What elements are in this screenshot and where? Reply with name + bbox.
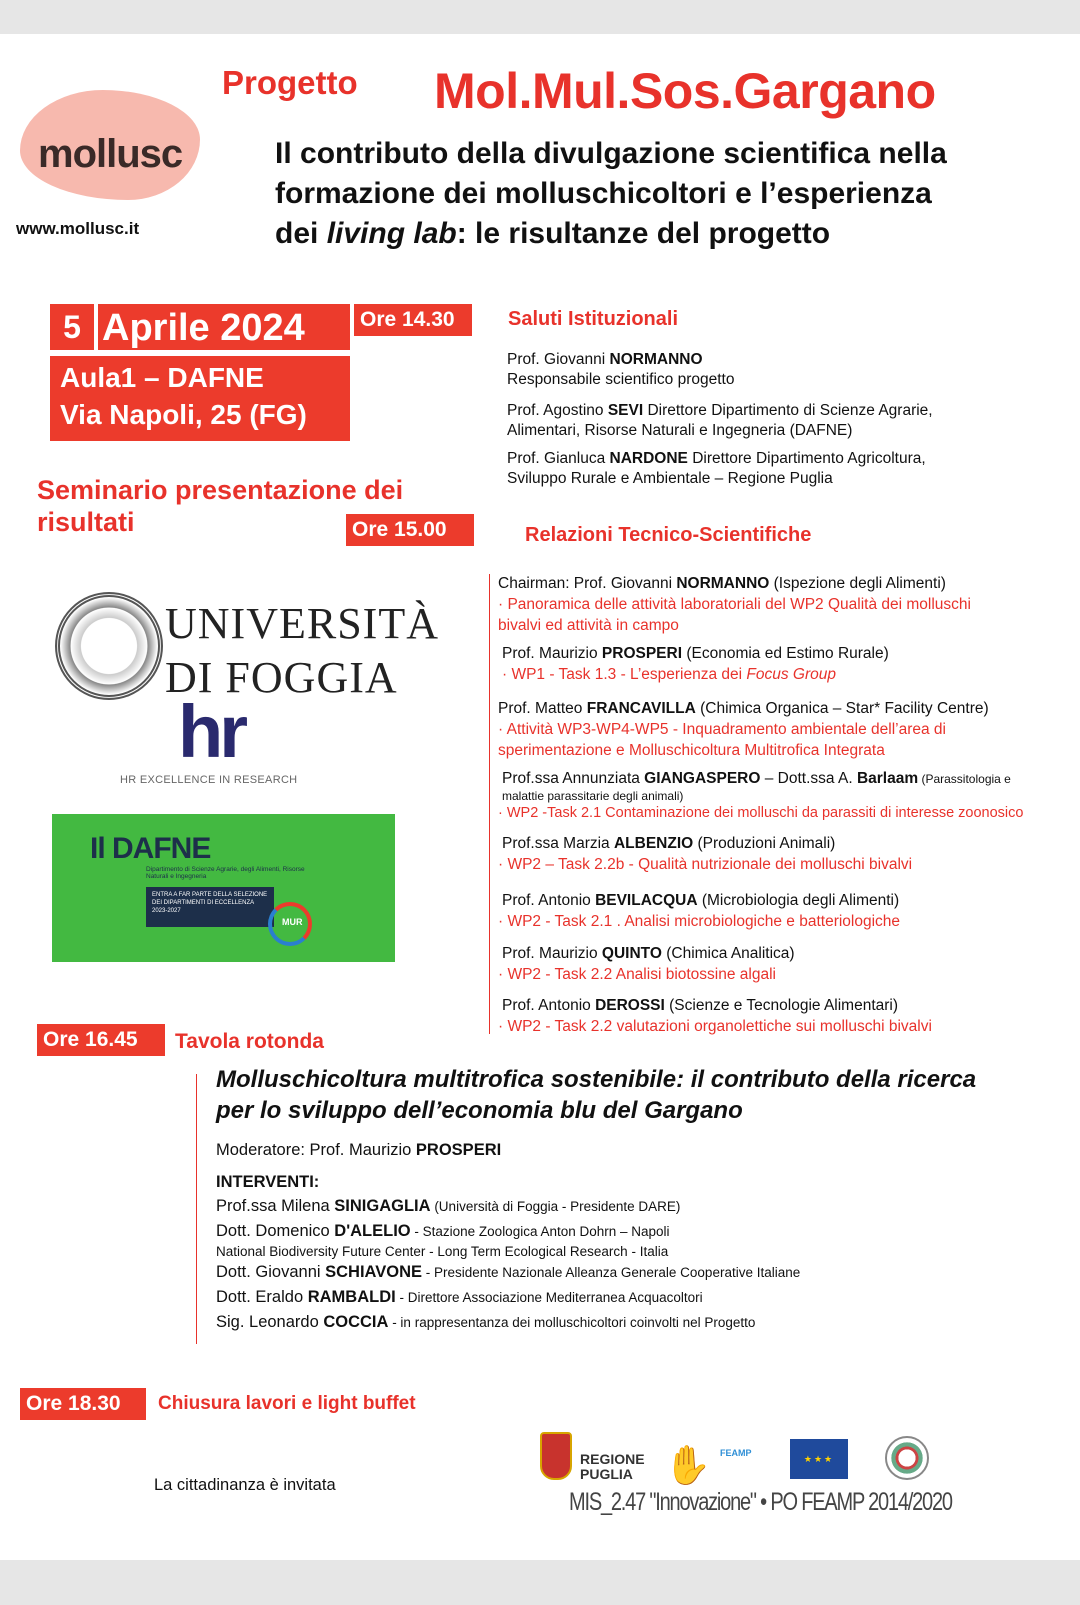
- speaker-role: Sviluppo Rurale e Ambientale – Regione Puglia: [507, 470, 833, 487]
- speaker-francavilla: [498, 699, 1068, 719]
- feamp-label: FEAMP: [720, 1448, 752, 1458]
- roundtable-topic: [216, 1064, 1046, 1126]
- speaker-name: NORMANNO: [609, 351, 703, 368]
- speaker-name: D'ALELIO: [334, 1222, 411, 1240]
- mollusc-logo: mollusc: [38, 132, 183, 176]
- talk-item: · Attività WP3-WP4-WP5 - Inquadramento ambientale dell’area di: [498, 721, 946, 738]
- subtitle-text: dei: [275, 217, 327, 250]
- talk-item: · WP2 – Task 2.2b - Qualità nutrizionale dei molluschi bivalvi: [498, 856, 913, 873]
- divider-line: [196, 1074, 197, 1344]
- speaker-role: (Chimica Analitica): [661, 945, 795, 962]
- subtitle-line: [275, 214, 1055, 254]
- university-name: DI FOGGIA: [165, 653, 398, 702]
- time-badge-1500: Ore 15.00: [346, 514, 474, 546]
- panelist: [216, 1285, 1056, 1310]
- speaker-name: GIANGASPERO: [644, 770, 761, 787]
- speaker-role: Direttore Dipartimento di Scienze Agrarie,: [643, 402, 933, 419]
- speaker-giangaspero: [498, 769, 1068, 789]
- time-badge-1430: Ore 14.30: [354, 304, 472, 336]
- divider-line: [489, 574, 490, 1034]
- speaker-nardone: [507, 449, 1027, 489]
- speaker-role: (Chimica Organica – Star* Facility Centre): [695, 700, 989, 717]
- speaker-name: SINIGAGLIA: [334, 1197, 431, 1215]
- flyer-page: [0, 34, 1080, 1560]
- speaker-role: Direttore Dipartimento Agricoltura,: [687, 450, 926, 467]
- speaker-role: - Stazione Zoologica Anton Dohrn – Napoli: [410, 1224, 670, 1239]
- panel-list: [216, 1138, 1056, 1335]
- regione-puglia-label: [580, 1452, 645, 1482]
- hr-logo-icon: hr: [178, 690, 244, 773]
- regione-text: PUGLIA: [580, 1466, 633, 1482]
- speaker-role: (Microbiologia degli Alimenti): [697, 892, 900, 909]
- seminar-line: Seminario presentazione dei: [37, 475, 404, 505]
- project-name: Mol.Mul.Sos.Gargano: [434, 63, 936, 119]
- section-saluti: Saluti Istituzionali: [508, 308, 679, 330]
- speaker-role: (Produzioni Animali): [693, 835, 836, 852]
- venue-line: Aula1 – DAFNE: [60, 362, 264, 393]
- moderator: [216, 1138, 1056, 1162]
- talk-text: · WP1 - Task 1.3 - L’esperienza dei: [502, 666, 747, 683]
- mur-label: MUR: [282, 917, 303, 927]
- speaker-sevi: [507, 401, 1027, 441]
- speaker-role: (Ispezione degli Alimenti): [769, 575, 946, 592]
- panelist: [216, 1194, 1056, 1219]
- interventi-heading: INTERVENTI:: [216, 1173, 320, 1191]
- speaker-pre: Prof. Matteo: [498, 700, 587, 717]
- speaker-pre: Prof. Giovanni: [507, 351, 610, 368]
- speaker-role: (Scienze e Tecnologie Alimentari): [664, 997, 899, 1014]
- venue-line: Via Napoli, 25 (FG): [60, 399, 307, 430]
- eu-flag-icon: ★★★: [790, 1439, 848, 1479]
- university-logo: [165, 597, 439, 705]
- speaker-pre: Prof.ssa Milena: [216, 1197, 335, 1215]
- speaker-albenzio: [498, 834, 1068, 854]
- speaker-derossi: [498, 996, 1068, 1016]
- speaker-role: - Direttore Associazione Mediterranea Acquacoltori: [395, 1290, 703, 1305]
- website-link[interactable]: www.mollusc.it: [16, 219, 140, 238]
- speaker-pre: Moderatore: Prof. Maurizio: [216, 1141, 416, 1159]
- speaker-name: Barlaam: [856, 770, 919, 787]
- speaker-role: Responsabile scientifico progetto: [507, 371, 735, 388]
- time-badge-1830: Ore 18.30: [20, 1388, 146, 1420]
- speaker-pre: Prof. Antonio: [502, 892, 596, 909]
- invite-text: La cittadinanza è invitata: [154, 1476, 336, 1494]
- funding-footnote: MIS_2.47 "Innovazione" • PO FEAMP 2014/2020: [569, 1488, 952, 1516]
- section-relazioni: Relazioni Tecnico-Scientifiche: [525, 524, 812, 546]
- speaker-name: PROSPERI: [601, 645, 683, 662]
- event-venue: [50, 356, 350, 441]
- dafne-excellence-box: ENTRA A FAR PARTE DELLA SELEZIONE DEI DIPARTIMENTI DI ECCELLENZA 2023-2027: [146, 887, 274, 927]
- panelist: [216, 1260, 1056, 1285]
- regione-text: REGIONE: [580, 1451, 645, 1467]
- speaker-role: National Biodiversity Future Center - Long Term Ecological Research - Italia: [216, 1244, 669, 1259]
- speaker-name: RAMBALDI: [307, 1288, 396, 1306]
- speaker-name: BEVILACQUA: [595, 892, 698, 909]
- speaker-role: (Parassitologia e: [918, 772, 1011, 786]
- speaker-pre: Prof. Gianluca: [507, 450, 610, 467]
- subtitle-line: Il contributo della divulgazione scientifica nella: [275, 137, 947, 170]
- event-month: Aprile 2024: [98, 304, 350, 350]
- university-seal-icon: [55, 592, 163, 700]
- university-name: UNIVERSITÀ: [165, 599, 439, 648]
- speaker-role: – Dott.ssa A.: [760, 770, 857, 787]
- speaker-name: PROSPERI: [415, 1141, 502, 1159]
- closing-title: Chiusura lavori e light buffet: [158, 1393, 416, 1414]
- speaker-role: - Presidente Nazionale Alleanza Generale Cooperative Italiane: [422, 1265, 801, 1280]
- speaker-pre: Chairman: Prof. Giovanni: [498, 575, 677, 592]
- roundtable-title: Tavola rotonda: [175, 1030, 324, 1053]
- speaker-pre: Prof. Maurizio: [502, 645, 602, 662]
- page-subtitle: [275, 134, 1055, 254]
- italian-republic-emblem-icon: [885, 1436, 929, 1480]
- speaker-prosperi: [498, 644, 1068, 664]
- speaker-name: SCHIAVONE: [325, 1263, 423, 1281]
- speaker-pre: Dott. Domenico: [216, 1222, 335, 1240]
- speaker-name: NORMANNO: [676, 575, 770, 592]
- speaker-role: - in rappresentanza dei molluschicoltori coinvolti nel Progetto: [388, 1315, 756, 1330]
- speaker-normanno: [507, 350, 734, 390]
- speaker-role: (Università di Foggia - Presidente DARE): [430, 1199, 681, 1214]
- speaker-pre: Prof. Agostino: [507, 402, 608, 419]
- topic-line: Molluschicoltura multitrofica sostenibile: il contributo della ricerca: [216, 1066, 977, 1093]
- dafne-title: Il DAFNE: [90, 832, 211, 865]
- time-badge-1645: Ore 16.45: [37, 1024, 165, 1056]
- dafne-subtitle: Dipartimento di Scienze Agrarie, degli Alimenti, Risorse Naturali e Ingegneria: [146, 866, 305, 880]
- hr-caption: HR EXCELLENCE IN RESEARCH: [120, 774, 298, 786]
- speaker-name: SEVI: [607, 402, 644, 419]
- regione-puglia-crest-icon: [540, 1432, 572, 1480]
- feamp-hand-icon: ✋: [664, 1445, 712, 1487]
- panelist: [216, 1310, 1056, 1335]
- speaker-role: Alimentari, Risorse Naturali e Ingegneria (DAFNE): [507, 422, 853, 439]
- talk-item: bivalvi ed attività in campo: [498, 617, 679, 634]
- speaker-pre: Prof.ssa Annunziata: [502, 770, 645, 787]
- talk-item: · WP2 - Task 2.2 Analisi biotossine algali: [498, 966, 776, 983]
- subtitle-line: formazione dei molluschicoltori e l’esperienza: [275, 177, 932, 210]
- speaker-name: COCCIA: [323, 1313, 389, 1331]
- speaker-pre: Dott. Eraldo: [216, 1288, 308, 1306]
- talks-list: [498, 574, 1068, 1037]
- speaker-bevilacqua: [498, 891, 1068, 911]
- talk-item: · WP2 -Task 2.1 Contaminazione dei molluschi da parassiti di interesse zoonosico: [498, 805, 1024, 821]
- talk-item: sperimentazione e Molluschicoltura Multitrofica Integrata: [498, 742, 885, 759]
- progetto-label: Progetto: [222, 64, 358, 101]
- talk-item: · WP2 - Task 2.2 valutazioni organolettiche sui molluschi bivalvi: [498, 1018, 932, 1035]
- speaker-name: QUINTO: [601, 945, 662, 962]
- event-day: 5: [50, 304, 94, 350]
- speaker-pre: Prof.ssa Marzia: [502, 835, 614, 852]
- talk-item: · Panoramica delle attività laboratoriali del WP2 Qualità dei molluschi: [498, 596, 971, 613]
- speaker-quinto: [498, 944, 1068, 964]
- panelist: [216, 1219, 1056, 1244]
- speaker-role: (Economia ed Estimo Rurale): [682, 645, 889, 662]
- speaker-name: NARDONE: [609, 450, 688, 467]
- subtitle-italic: living lab: [326, 217, 457, 250]
- speaker-name: DEROSSI: [595, 997, 665, 1014]
- topic-line: per lo sviluppo dell’economia blu del Gargano: [216, 1097, 743, 1124]
- speaker-name: ALBENZIO: [613, 835, 694, 852]
- talk-item: · WP2 - Task 2.1 . Analisi microbiologiche e batteriologiche: [498, 913, 901, 930]
- speaker-pre: Prof. Maurizio: [502, 945, 602, 962]
- subtitle-text: : le risultanze del progetto: [456, 217, 831, 250]
- talk-italic: Focus Group: [746, 666, 836, 683]
- speaker-pre: Dott. Giovanni: [216, 1263, 326, 1281]
- speaker-pre: Prof. Antonio: [502, 997, 596, 1014]
- seminar-line: risultati: [37, 507, 135, 537]
- talk-item: [498, 664, 1068, 685]
- chairman: [498, 574, 1068, 594]
- speaker-role: malattie parassitarie degli animali): [502, 789, 684, 803]
- speaker-name: FRANCAVILLA: [586, 700, 696, 717]
- speaker-pre: Sig. Leonardo: [216, 1313, 324, 1331]
